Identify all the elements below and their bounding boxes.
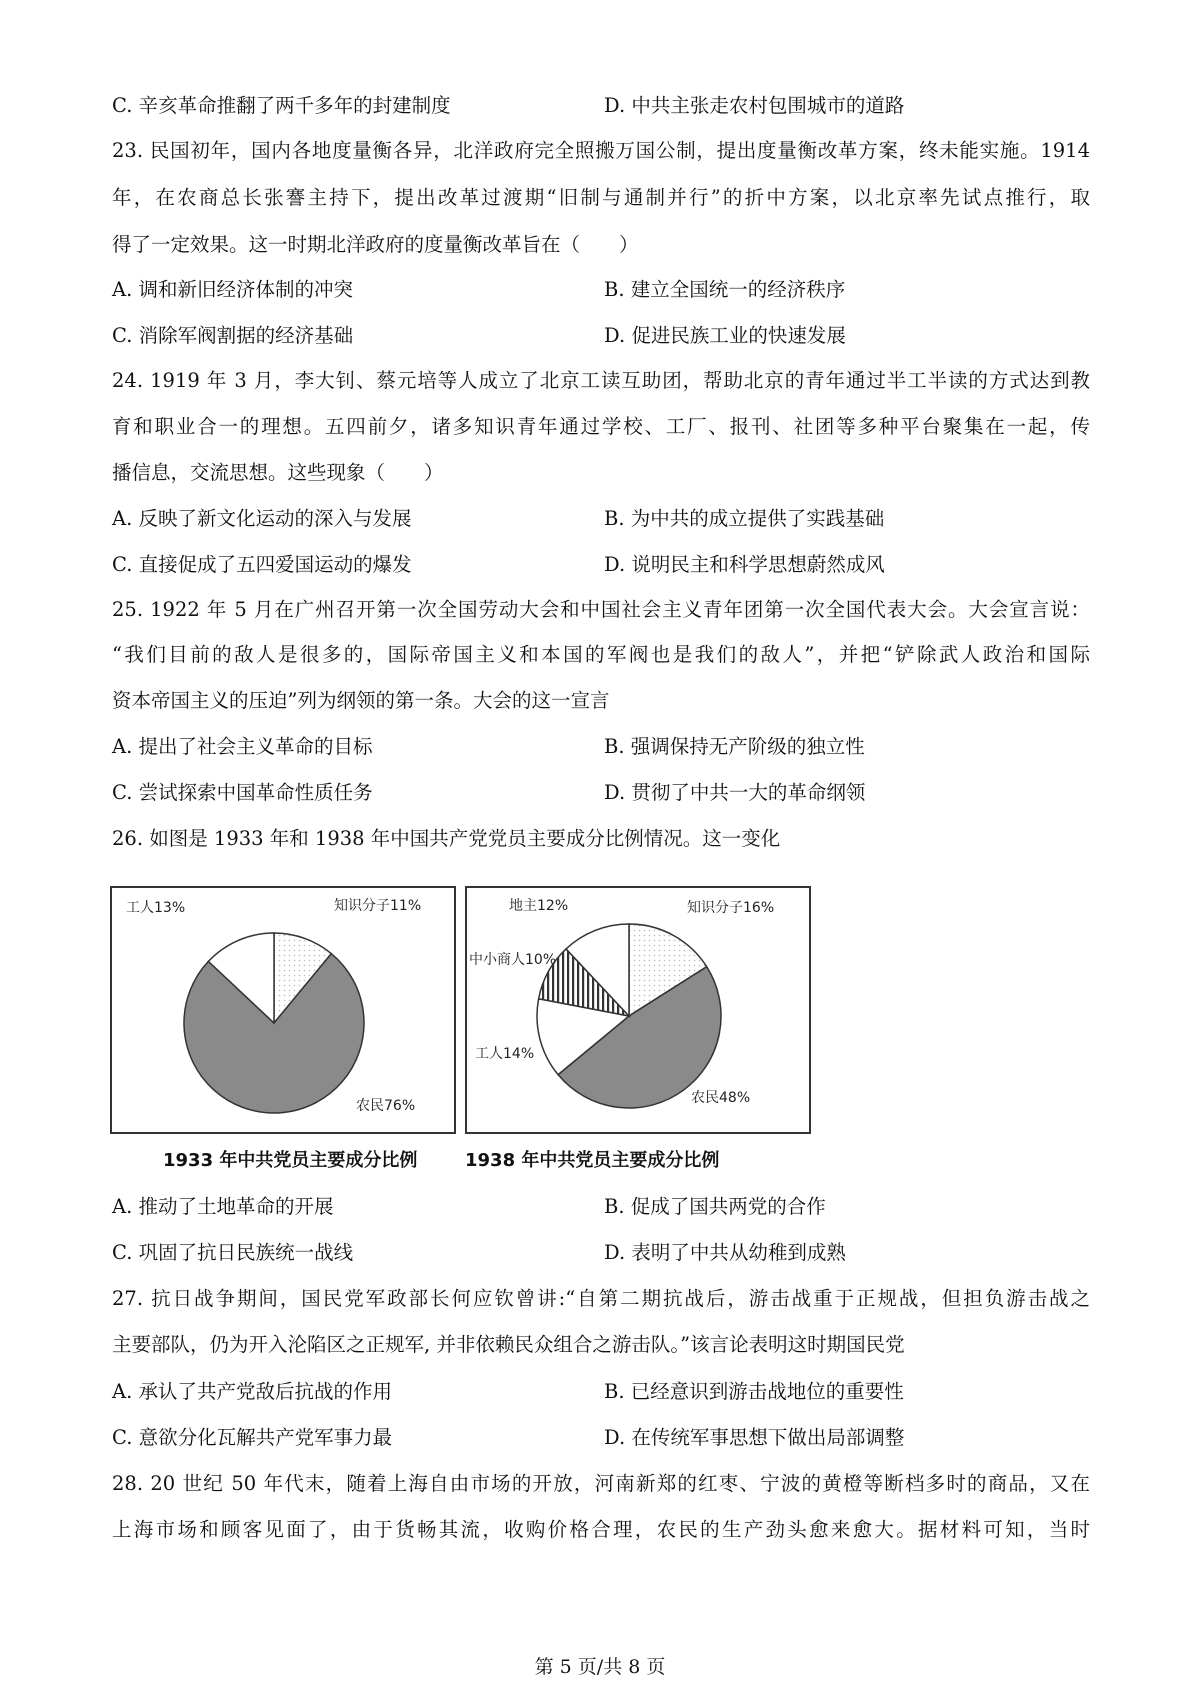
q23-stem-line-1: 23. 民国初年，国内各地度量衡各异，北洋政府完全照搬万国公制，提出度量衡改革方案，终未能实施。1914: [112, 139, 1090, 162]
pie-chart-1933: [112, 888, 454, 1132]
pie-slice-label: 工人13%: [126, 900, 186, 916]
q25-option-d: D. 贯彻了中共一大的革命纲领: [604, 781, 866, 804]
q27-option-a: A. 承认了共产党敌后抗战的作用: [112, 1380, 392, 1403]
pie-slice-label: 中小商人10%: [469, 952, 557, 968]
q24-option-b: B. 为中共的成立提供了实践基础: [604, 507, 885, 530]
pie-slice-label: 知识分子16%: [687, 900, 775, 916]
q24-stem-line-2: 育和职业合一的理想。五四前夕，诸多知识青年通过学校、工厂、报刊、社团等多种平台聚集在一起，传: [112, 415, 1090, 438]
q28-stem-line-2: 上海市场和顾客见面了，由于货畅其流，收购价格合理，农民的生产劲头愈来愈大。据材料可知，当时: [112, 1518, 1090, 1541]
q25-option-c: C. 尝试探索中国革命性质任务: [112, 781, 373, 804]
pie-chart-1933-caption: 1933 年中共党员主要成分比例: [163, 1150, 418, 1171]
pie-slice-label: 知识分子11%: [334, 898, 422, 914]
q24-stem-line-3: 播信息，交流思想。这些现象（ ）: [112, 461, 444, 484]
q26-option-b: B. 促成了国共两党的合作: [604, 1195, 826, 1218]
q27-stem-line-1: 27. 抗日战争期间，国民党军政部长何应钦曾讲:“自第二期抗战后，游击战重于正规战，但担负游击战之: [112, 1287, 1090, 1310]
q27-option-b: B. 已经意识到游击战地位的重要性: [604, 1380, 904, 1403]
q25-stem-line-1: 25. 1922 年 5 月在广州召开第一次全国劳动大会和中国社会主义青年团第一次全国代表大会。大会宣言说：: [112, 598, 1090, 621]
pie-slice-label: 地主12%: [509, 898, 569, 914]
q28-stem-line-1: 28. 20 世纪 50 年代末，随着上海自由市场的开放，河南新郑的红枣、宁波的黄橙等断档多时的商品，又在: [112, 1472, 1090, 1495]
page-footer: 第 5 页/共 8 页: [534, 1656, 666, 1678]
pie-chart-1938-caption: 1938 年中共党员主要成分比例: [465, 1150, 720, 1171]
q27-option-c: C. 意欲分化瓦解共产党军事力最: [112, 1426, 393, 1449]
q23-option-d: D. 促进民族工业的快速发展: [604, 324, 846, 347]
pie-slice-label: 农民48%: [691, 1090, 751, 1106]
q23-option-a: A. 调和新旧经济体制的冲突: [112, 278, 353, 301]
q27-option-d: D. 在传统军事思想下做出局部调整: [604, 1426, 905, 1449]
pie-chart-1933-frame: [110, 886, 456, 1134]
q27-stem-line-2: 主要部队，仍为开入沦陷区之正规军, 并非依赖民众组合之游击队。”该言论表明这时期国民党: [112, 1333, 905, 1356]
q23-option-c: C. 消除军阀割据的经济基础: [112, 324, 354, 347]
q26-option-a: A. 推动了土地革命的开展: [112, 1195, 334, 1218]
q24-option-d: D. 说明民主和科学思想蔚然成风: [604, 553, 885, 576]
q26-option-d: D. 表明了中共从幼稚到成熟: [604, 1241, 846, 1264]
pie-slice-label: 工人14%: [475, 1046, 535, 1062]
q23-stem-line-2: 年，在农商总长张謇主持下，提出改革过渡期“旧制与通制并行”的折中方案，以北京率先试点推行，取: [112, 186, 1090, 209]
q22-option-c: C. 辛亥革命推翻了两千多年的封建制度: [112, 94, 451, 117]
q24-stem-line-1: 24. 1919 年 3 月，李大钊、蔡元培等人成立了北京工读互助团，帮助北京的青年通过半工半读的方式达到教: [112, 369, 1090, 392]
q26-option-c: C. 巩固了抗日民族统一战线: [112, 1241, 354, 1264]
q22-option-d: D. 中共主张走农村包围城市的道路: [604, 94, 905, 117]
pie-chart-1938: [467, 888, 809, 1132]
q25-stem-line-3: 资本帝国主义的压迫”列为纲领的第一条。大会的这一宣言: [112, 689, 610, 712]
q24-option-c: C. 直接促成了五四爱国运动的爆发: [112, 553, 412, 576]
q26-stem-line-1: 26. 如图是 1933 年和 1938 年中国共产党党员主要成分比例情况。这一变化: [112, 827, 781, 850]
q25-option-b: B. 强调保持无产阶级的独立性: [604, 735, 865, 758]
q23-stem-line-3: 得了一定效果。这一时期北洋政府的度量衡改革旨在（ ）: [112, 233, 639, 256]
q24-option-a: A. 反映了新文化运动的深入与发展: [112, 507, 412, 530]
q23-option-b: B. 建立全国统一的经济秩序: [604, 278, 846, 301]
pie-chart-1938-frame: [465, 886, 811, 1134]
pie-slice-label: 农民76%: [356, 1098, 416, 1114]
q25-stem-line-2: “我们目前的敌人是很多的，国际帝国主义和本国的军阀也是我们的敌人”，并把“铲除武人政治和国际: [112, 643, 1090, 666]
q25-option-a: A. 提出了社会主义革命的目标: [112, 735, 373, 758]
